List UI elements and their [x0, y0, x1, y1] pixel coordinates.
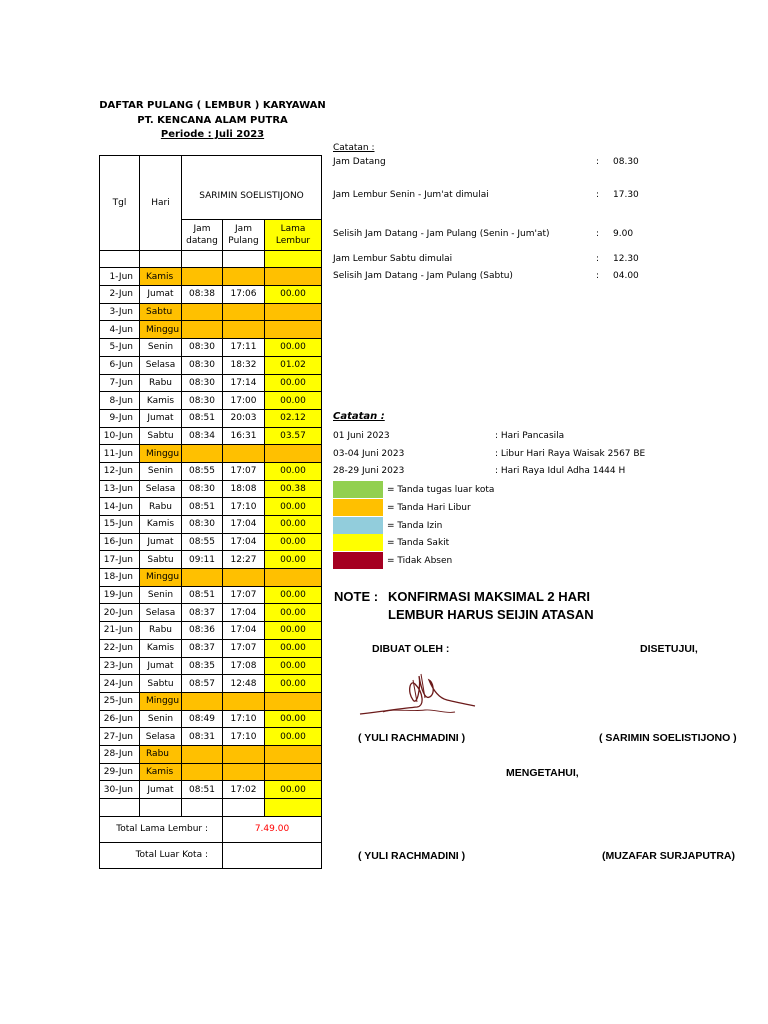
col-header-jam-pulang: Jam Pulang	[223, 219, 265, 250]
jam-datang-cell	[182, 303, 223, 321]
jam-pulang-cell: 17:07	[223, 639, 265, 657]
note-line-2: LEMBUR HARUS SEIJIN ATASAN	[388, 607, 594, 622]
table-row	[100, 533, 322, 551]
col-header-jam-datang: Jam datang	[182, 219, 223, 250]
lama-lembur-cell: 00.00	[265, 604, 322, 622]
jam-pulang-cell	[223, 445, 265, 463]
rule-separator: :	[596, 190, 600, 200]
lama-lembur-cell: 00.00	[265, 675, 322, 693]
lama-lembur-cell	[265, 303, 322, 321]
jam-pulang-cell: 18:32	[223, 356, 265, 374]
lama-lembur-cell: 03.57	[265, 427, 322, 445]
legend-label: = Tanda tugas luar kota	[387, 485, 495, 495]
legend-swatch	[333, 517, 383, 534]
overtime-table	[99, 155, 322, 869]
rule-label: Jam Lembur Sabtu dimulai	[333, 254, 453, 264]
jam-pulang-cell: 17:08	[223, 657, 265, 675]
jam-datang-cell	[182, 445, 223, 463]
holiday-description: : Hari Raya Idul Adha 1444 H	[495, 466, 626, 476]
table-row	[100, 339, 322, 357]
day-cell: Jumat	[140, 533, 182, 551]
jam-datang-cell: 08:51	[182, 409, 223, 427]
lama-lembur-cell: 00.00	[265, 462, 322, 480]
jam-datang-cell: 08:30	[182, 339, 223, 357]
day-cell: Jumat	[140, 409, 182, 427]
blank-row	[100, 799, 322, 817]
lama-lembur-cell: 00.00	[265, 392, 322, 410]
day-cell: Minggu	[140, 692, 182, 710]
lama-lembur-cell: 00.00	[265, 551, 322, 569]
rule-separator: :	[596, 157, 600, 167]
total-lembur-value: 7.49.00	[223, 816, 322, 842]
total-lembur-label: Total Lama Lembur :	[100, 816, 223, 842]
jam-pulang-cell: 18:08	[223, 480, 265, 498]
lama-lembur-cell: 00.00	[265, 622, 322, 640]
col-header-hari: Hari	[140, 156, 182, 251]
jam-datang-cell: 08:55	[182, 462, 223, 480]
lama-lembur-cell: 00.00	[265, 374, 322, 392]
table-row	[100, 657, 322, 675]
date-cell: 13-Jun	[100, 480, 140, 498]
date-cell: 26-Jun	[100, 710, 140, 728]
rule-value: 04.00	[613, 271, 639, 281]
employee-name: SARIMIN SOELISTIJONO	[182, 173, 322, 220]
day-cell: Selasa	[140, 604, 182, 622]
table-row	[100, 622, 322, 640]
jam-pulang-cell: 17:10	[223, 498, 265, 516]
date-cell: 7-Jun	[100, 374, 140, 392]
jam-datang-cell: 08:35	[182, 657, 223, 675]
day-cell: Jumat	[140, 781, 182, 799]
day-cell: Kamis	[140, 639, 182, 657]
table-row	[100, 480, 322, 498]
table-row	[100, 728, 322, 746]
table-row	[100, 745, 322, 763]
jam-datang-cell	[182, 692, 223, 710]
table-row	[100, 286, 322, 304]
jam-pulang-cell	[223, 569, 265, 587]
lama-lembur-cell: 00.00	[265, 781, 322, 799]
acknowledged-label: MENGETAHUI,	[506, 767, 579, 779]
date-cell: 28-Jun	[100, 745, 140, 763]
lama-lembur-cell: 00.00	[265, 728, 322, 746]
lama-lembur-cell: 00.00	[265, 339, 322, 357]
table-row	[100, 781, 322, 799]
jam-datang-cell: 08:51	[182, 498, 223, 516]
day-cell: Jumat	[140, 657, 182, 675]
day-cell: Rabu	[140, 745, 182, 763]
rule-value: 17.30	[613, 190, 639, 200]
table-row	[100, 586, 322, 604]
day-cell: Kamis	[140, 516, 182, 534]
date-cell: 24-Jun	[100, 675, 140, 693]
day-cell: Senin	[140, 462, 182, 480]
table-row	[100, 409, 322, 427]
table-row	[100, 445, 322, 463]
table-row	[100, 692, 322, 710]
jam-datang-cell	[182, 569, 223, 587]
table-row	[100, 356, 322, 374]
jam-pulang-cell: 17:00	[223, 392, 265, 410]
day-cell: Sabtu	[140, 303, 182, 321]
table-row	[100, 675, 322, 693]
table-row	[100, 498, 322, 516]
table-row	[100, 303, 322, 321]
signer-name-right-1: ( SARIMIN SOELISTIJONO )	[599, 732, 737, 744]
day-cell: Senin	[140, 710, 182, 728]
jam-pulang-cell: 17:14	[223, 374, 265, 392]
jam-pulang-cell: 17:10	[223, 710, 265, 728]
table-row	[100, 427, 322, 445]
signer-name-left-1: ( YULI RACHMADINI )	[358, 732, 466, 744]
report-period: Periode : Juli 2023	[160, 129, 265, 140]
rule-value: 08.30	[613, 157, 639, 167]
made-by-label: DIBUAT OLEH :	[372, 643, 450, 655]
jam-pulang-cell: 17:04	[223, 604, 265, 622]
date-cell: 19-Jun	[100, 586, 140, 604]
jam-pulang-cell	[223, 268, 265, 286]
note-line-1: KONFIRMASI MAKSIMAL 2 HARI	[388, 589, 590, 604]
jam-datang-cell: 08:30	[182, 356, 223, 374]
total-luar-kota-value	[223, 842, 322, 868]
holiday-date: 01 Juni 2023	[333, 431, 390, 441]
day-cell: Minggu	[140, 569, 182, 587]
table-row	[100, 551, 322, 569]
rule-separator: :	[596, 229, 600, 239]
holiday-date: 28-29 Juni 2023	[333, 466, 405, 476]
date-cell: 8-Jun	[100, 392, 140, 410]
lama-lembur-cell: 00.00	[265, 586, 322, 604]
jam-datang-cell: 08:55	[182, 533, 223, 551]
jam-pulang-cell: 17:04	[223, 622, 265, 640]
holiday-heading: Catatan :	[333, 411, 385, 422]
note-prefix: NOTE :	[334, 589, 379, 604]
jam-datang-cell	[182, 745, 223, 763]
legend-label: = Tanda Izin	[387, 520, 443, 531]
jam-pulang-cell: 17:06	[223, 286, 265, 304]
date-cell: 27-Jun	[100, 728, 140, 746]
date-cell: 16-Jun	[100, 533, 140, 551]
legend-swatch	[333, 499, 383, 516]
table-row	[100, 569, 322, 587]
table-row	[100, 462, 322, 480]
jam-datang-cell: 08:37	[182, 604, 223, 622]
jam-pulang-cell: 12:48	[223, 675, 265, 693]
table-row	[100, 763, 322, 781]
day-cell: Sabtu	[140, 675, 182, 693]
day-cell: Minggu	[140, 321, 182, 339]
signer-name-left-2: ( YULI RACHMADINI )	[358, 850, 466, 862]
date-cell: 10-Jun	[100, 427, 140, 445]
col-header-lama-lembur: Lama Lembur	[265, 219, 322, 250]
lama-lembur-cell	[265, 445, 322, 463]
date-cell: 22-Jun	[100, 639, 140, 657]
table-row	[100, 639, 322, 657]
date-cell: 5-Jun	[100, 339, 140, 357]
rules-heading: Catatan :	[333, 143, 375, 153]
day-cell: Senin	[140, 586, 182, 604]
date-cell: 21-Jun	[100, 622, 140, 640]
legend-swatch	[333, 552, 383, 569]
date-cell: 25-Jun	[100, 692, 140, 710]
total-luar-kota-label: Total Luar Kota :	[100, 842, 223, 868]
lama-lembur-cell	[265, 763, 322, 781]
rule-label: Jam Lembur Senin - Jum'at dimulai	[333, 190, 489, 200]
date-cell: 15-Jun	[100, 516, 140, 534]
date-cell: 29-Jun	[100, 763, 140, 781]
date-cell: 11-Jun	[100, 445, 140, 463]
day-cell: Selasa	[140, 356, 182, 374]
jam-pulang-cell: 17:04	[223, 533, 265, 551]
jam-pulang-cell: 16:31	[223, 427, 265, 445]
lama-lembur-cell: 00.00	[265, 657, 322, 675]
holiday-date: 03-04 Juni 2023	[333, 448, 405, 459]
date-cell: 23-Jun	[100, 657, 140, 675]
table-row	[100, 392, 322, 410]
rule-value: 12.30	[613, 254, 639, 264]
date-cell: 20-Jun	[100, 604, 140, 622]
jam-datang-cell: 08:30	[182, 516, 223, 534]
day-cell: Jumat	[140, 286, 182, 304]
jam-datang-cell: 08:34	[182, 427, 223, 445]
day-cell: Selasa	[140, 728, 182, 746]
day-cell: Selasa	[140, 480, 182, 498]
jam-pulang-cell: 17:04	[223, 516, 265, 534]
company-name: PT. KENCANA ALAM PUTRA	[137, 115, 288, 126]
lama-lembur-cell: 01.02	[265, 356, 322, 374]
jam-pulang-cell: 12:27	[223, 551, 265, 569]
table-row	[100, 516, 322, 534]
date-cell: 2-Jun	[100, 286, 140, 304]
lama-lembur-cell: 00.00	[265, 710, 322, 728]
day-cell: Rabu	[140, 622, 182, 640]
day-cell: Rabu	[140, 374, 182, 392]
jam-datang-cell	[182, 321, 223, 339]
jam-datang-cell: 08:36	[182, 622, 223, 640]
lama-lembur-cell	[265, 692, 322, 710]
date-cell: 12-Jun	[100, 462, 140, 480]
date-cell: 30-Jun	[100, 781, 140, 799]
day-cell: Sabtu	[140, 427, 182, 445]
jam-pulang-cell	[223, 745, 265, 763]
jam-datang-cell: 08:49	[182, 710, 223, 728]
legend-label: = Tanda Hari Libur	[387, 502, 471, 513]
jam-pulang-cell: 17:10	[223, 728, 265, 746]
lama-lembur-cell	[265, 745, 322, 763]
signature-image	[355, 662, 480, 722]
lama-lembur-cell: 00.00	[265, 639, 322, 657]
table-row	[100, 374, 322, 392]
date-cell: 1-Jun	[100, 268, 140, 286]
rule-separator: :	[596, 254, 600, 264]
day-cell: Minggu	[140, 445, 182, 463]
jam-pulang-cell: 20:03	[223, 409, 265, 427]
date-cell: 9-Jun	[100, 409, 140, 427]
table-row	[100, 268, 322, 286]
legend-swatch	[333, 481, 383, 498]
jam-datang-cell: 08:38	[182, 286, 223, 304]
lama-lembur-cell	[265, 268, 322, 286]
blank-row	[100, 250, 322, 268]
signer-name-right-2: (MUZAFAR SURJAPUTRA)	[602, 850, 735, 862]
jam-pulang-cell: 17:02	[223, 781, 265, 799]
legend-label: = Tanda Sakit	[387, 538, 450, 549]
lama-lembur-cell	[265, 321, 322, 339]
holiday-description: : Libur Hari Raya Waisak 2567 BE	[495, 448, 646, 459]
date-cell: 3-Jun	[100, 303, 140, 321]
date-cell: 6-Jun	[100, 356, 140, 374]
jam-datang-cell: 08:31	[182, 728, 223, 746]
approved-label: DISETUJUI,	[640, 643, 698, 655]
jam-pulang-cell	[223, 321, 265, 339]
lama-lembur-cell: 00.00	[265, 516, 322, 534]
jam-pulang-cell: 17:07	[223, 586, 265, 604]
lama-lembur-cell: 00.00	[265, 533, 322, 551]
jam-datang-cell: 09:11	[182, 551, 223, 569]
legend-label: = Tidak Absen	[387, 556, 453, 567]
day-cell: Senin	[140, 339, 182, 357]
jam-pulang-cell: 17:07	[223, 462, 265, 480]
lama-lembur-cell: 02.12	[265, 409, 322, 427]
date-cell: 4-Jun	[100, 321, 140, 339]
jam-datang-cell	[182, 268, 223, 286]
day-cell: Rabu	[140, 498, 182, 516]
jam-datang-cell: 08:57	[182, 675, 223, 693]
jam-datang-cell	[182, 763, 223, 781]
report-title: DAFTAR PULANG ( LEMBUR ) KARYAWAN	[99, 100, 326, 111]
jam-pulang-cell	[223, 303, 265, 321]
jam-pulang-cell: 17:11	[223, 339, 265, 357]
jam-datang-cell: 08:51	[182, 586, 223, 604]
date-cell: 14-Jun	[100, 498, 140, 516]
jam-pulang-cell	[223, 692, 265, 710]
lama-lembur-cell: 00.00	[265, 498, 322, 516]
day-cell: Kamis	[140, 763, 182, 781]
lama-lembur-cell: 00.38	[265, 480, 322, 498]
rule-value: 9.00	[613, 229, 634, 239]
jam-datang-cell: 08:37	[182, 639, 223, 657]
rule-label: Jam Datang	[333, 157, 386, 167]
jam-pulang-cell	[223, 763, 265, 781]
holiday-description: : Hari Pancasila	[495, 431, 565, 441]
jam-datang-cell: 08:30	[182, 480, 223, 498]
table-row	[100, 604, 322, 622]
timesheet-rows	[100, 268, 322, 799]
jam-datang-cell: 08:30	[182, 374, 223, 392]
day-cell: Sabtu	[140, 551, 182, 569]
day-cell: Kamis	[140, 268, 182, 286]
rule-separator: :	[596, 271, 600, 281]
lama-lembur-cell	[265, 569, 322, 587]
table-row	[100, 321, 322, 339]
jam-datang-cell: 08:51	[182, 781, 223, 799]
date-cell: 18-Jun	[100, 569, 140, 587]
date-cell: 17-Jun	[100, 551, 140, 569]
table-row	[100, 710, 322, 728]
jam-datang-cell: 08:30	[182, 392, 223, 410]
day-cell: Kamis	[140, 392, 182, 410]
rule-label: Selisih Jam Datang - Jam Pulang (Sabtu)	[333, 271, 513, 281]
legend-swatch	[333, 534, 383, 551]
lama-lembur-cell: 00.00	[265, 286, 322, 304]
col-header-tgl: Tgl	[100, 156, 140, 251]
rule-label: Selisih Jam Datang - Jam Pulang (Senin - Jum'at)	[333, 229, 550, 239]
